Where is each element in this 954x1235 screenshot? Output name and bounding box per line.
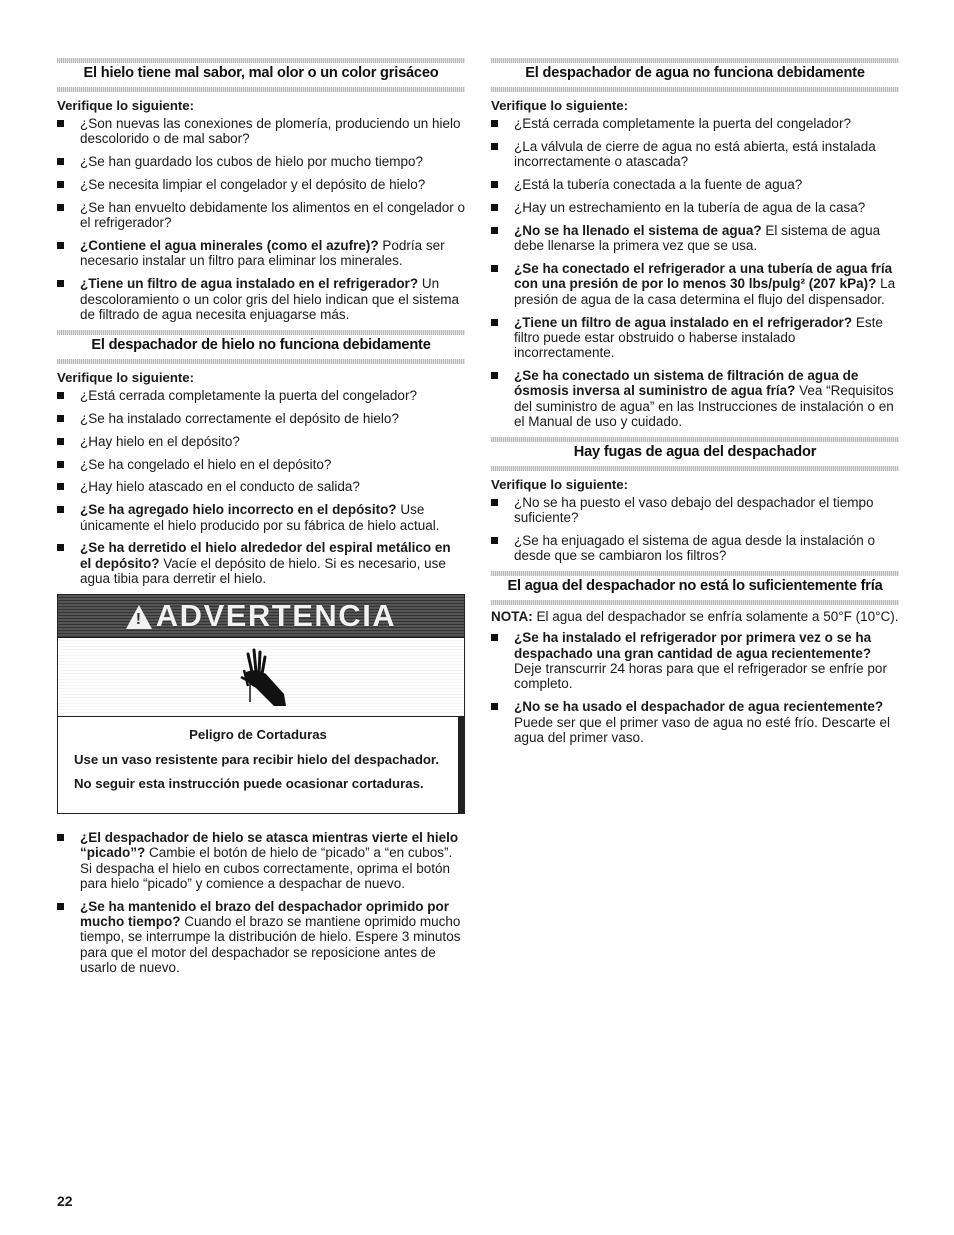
divider bbox=[57, 330, 465, 335]
note-label: NOTA: bbox=[491, 609, 533, 625]
item-bold: ¿Se ha instalado el refrigerador por primera vez o se ha despachado una gran cantidad de agua recientemente? bbox=[514, 630, 872, 661]
item-bold: ¿Se ha conectado un sistema de filtración de agua de ósmosis inversa al suministro de agua fría? bbox=[514, 368, 859, 399]
item-text: ¿Se han envuelto debidamente los alimentos en el congelador o el refrigerador? bbox=[80, 199, 466, 231]
item-bold: ¿No se ha usado el despachador de agua recientemente? bbox=[514, 699, 884, 715]
item-text: Puede ser que el primer vaso de agua no esté frío. Descarte el agua del primer vaso. bbox=[514, 714, 890, 745]
list-item bbox=[491, 200, 899, 215]
list-item bbox=[491, 630, 899, 691]
item-bold: ¿Se ha conectado el refrigerador a una tubería de agua fría con una presión de por lo menos 30 lbs/pulg² (207 kPa)? bbox=[514, 261, 893, 292]
list-item bbox=[491, 177, 899, 192]
section-title: El agua del despachador no está lo suficientemente fría bbox=[507, 578, 883, 595]
item-text: Este filtro puede estar obstruido o haberse instalado incorrectamente. bbox=[514, 314, 883, 361]
item-text: ¿Está cerrada completamente la puerta del congelador? bbox=[80, 387, 417, 403]
list-item bbox=[491, 533, 899, 564]
item-bold: ¿Se ha agregado hielo incorrecto en el depósito? bbox=[80, 502, 397, 518]
list-item bbox=[491, 495, 899, 526]
item-bold: ¿El despachador de hielo se atasca mientras vierte el hielo “picado”? bbox=[80, 829, 459, 861]
verify-label: Verifique lo siguiente: bbox=[491, 476, 629, 492]
verify-label: Verifique lo siguiente: bbox=[491, 98, 629, 113]
warning-text: Use un vaso resistente para recibir hielo del despachador. bbox=[74, 752, 439, 768]
item-text: ¿Se necesita limpiar el congelador y el depósito de hielo? bbox=[80, 177, 426, 193]
warning-symbol: ! bbox=[135, 611, 142, 629]
list-item bbox=[491, 261, 899, 307]
divider bbox=[491, 58, 899, 63]
list-item bbox=[57, 457, 465, 472]
item-text: Use únicamente el hielo producido por su fábrica de hielo actual. bbox=[80, 502, 440, 533]
item-text: ¿Se ha instalado correctamente el depósito de hielo? bbox=[80, 410, 399, 426]
note-text: El agua del despachador se enfría solamente a 50°F (10°C). bbox=[532, 609, 899, 625]
item-text: La presión de agua de la casa determina el flujo del dispensador. bbox=[514, 276, 896, 307]
item-text: Cambie el botón de hielo de “picado” a “en cubos”. Si despacha el hielo en cubos correctamente, oprima el botón para hielo “picado” y comience a despachar de nuevo. bbox=[80, 845, 453, 891]
page-number: 22 bbox=[57, 1193, 73, 1209]
item-list bbox=[491, 116, 899, 429]
item-list bbox=[491, 630, 899, 745]
warning-text: No seguir esta instrucción puede ocasionar cortaduras. bbox=[74, 775, 424, 791]
divider bbox=[491, 466, 899, 471]
list-item bbox=[57, 238, 465, 269]
item-text: ¿Hay un estrechamiento en la tubería de agua de la casa? bbox=[514, 199, 866, 215]
item-list bbox=[57, 388, 465, 587]
item-list bbox=[57, 116, 465, 322]
right-column bbox=[491, 58, 899, 753]
section-title: El despachador de hielo no funciona debidamente bbox=[91, 336, 431, 353]
item-list bbox=[57, 830, 465, 975]
item-text: ¿Se ha congelado el hielo en el depósito? bbox=[80, 456, 332, 472]
item-bold: ¿Se ha derretido el hielo alrededor del espiral metálico en el depósito? bbox=[80, 540, 451, 571]
section-title: El hielo tiene mal sabor, mal olor o un color grisáceo bbox=[83, 65, 439, 81]
item-bold: ¿Se ha mantenido el brazo del despachador oprimido por mucho tiempo? bbox=[80, 898, 450, 930]
warning-body bbox=[58, 717, 464, 813]
item-text: Podría ser necesario instalar un filtro para eliminar los minerales. bbox=[80, 238, 445, 269]
warning-pictogram bbox=[58, 637, 464, 717]
item-text: ¿Se ha enjuagado el sistema de agua desde la instalación o desde que se cambiaron los filtros? bbox=[514, 532, 875, 564]
list-item bbox=[57, 177, 465, 192]
item-text: Cuando el brazo se mantiene oprimido mucho tiempo, se interrumpe la distribución de hielo. Espere 3 minutos para que el motor del despachador se reposicione antes de usarlo de nuevo. bbox=[80, 914, 461, 975]
list-item bbox=[491, 315, 899, 361]
hand-cut-icon bbox=[226, 642, 296, 712]
section-title: Hay fugas de agua del despachador bbox=[573, 443, 817, 460]
note bbox=[491, 609, 899, 624]
left-column bbox=[57, 58, 465, 983]
divider bbox=[57, 58, 465, 63]
list-item bbox=[57, 434, 465, 449]
divider bbox=[491, 437, 899, 442]
list-item bbox=[57, 154, 465, 169]
item-text: El sistema de agua debe llenarse la primera vez que se usa. bbox=[514, 222, 881, 254]
warning-box bbox=[57, 594, 465, 814]
item-text: ¿Hay hielo atascado en el conducto de salida? bbox=[80, 479, 360, 495]
list-item bbox=[491, 116, 899, 131]
list-item bbox=[57, 411, 465, 426]
item-text: Vea “Requisitos del suministro de agua” en las Instrucciones de instalación o en el Manual de uso y cuidado. bbox=[514, 383, 894, 429]
verify-label: Verifique lo siguiente: bbox=[57, 98, 195, 113]
item-bold: ¿Tiene un filtro de agua instalado en el refrigerador? bbox=[80, 276, 419, 292]
list-item bbox=[57, 540, 465, 586]
divider bbox=[491, 600, 899, 605]
list-item bbox=[57, 479, 465, 494]
list-item bbox=[491, 699, 899, 745]
warning-banner bbox=[58, 595, 464, 637]
warning-triangle-icon bbox=[126, 605, 152, 629]
warning-hazard: Peligro de Cortaduras bbox=[189, 727, 327, 743]
section-title: El despachador de agua no funciona debidamente bbox=[525, 65, 865, 81]
item-bold: ¿Tiene un filtro de agua instalado en el refrigerador? bbox=[514, 314, 853, 330]
item-text: ¿Son nuevas las conexiones de plomería, produciendo un hielo descolorido o de mal sabor? bbox=[80, 116, 461, 147]
item-bold: ¿No se ha llenado el sistema de agua? bbox=[514, 222, 762, 238]
item-text: ¿Se han guardado los cubos de hielo por mucho tiempo? bbox=[80, 154, 423, 170]
item-text: ¿La válvula de cierre de agua no está abierta, está instalada incorrectamente o atascada? bbox=[514, 138, 876, 170]
list-item bbox=[57, 388, 465, 403]
verify-label: Verifique lo siguiente: bbox=[57, 369, 195, 385]
list-item bbox=[57, 899, 465, 975]
divider bbox=[57, 359, 465, 364]
list-item bbox=[491, 368, 899, 429]
list-item bbox=[491, 139, 899, 170]
list-item bbox=[491, 223, 899, 254]
warning-title: ADVERTENCIA bbox=[155, 598, 397, 634]
list-item bbox=[57, 502, 465, 533]
divider bbox=[491, 87, 899, 92]
divider bbox=[57, 87, 465, 92]
list-item bbox=[57, 116, 465, 147]
item-text: Un descoloramiento o un color gris del hielo indican que el sistema de filtrado de agua necesita enjuagarse más. bbox=[80, 276, 459, 322]
divider bbox=[491, 571, 899, 576]
item-text: Vacíe el depósito de hielo. Si es necesario, use agua tibia para derretir el hielo. bbox=[80, 555, 446, 587]
list-item bbox=[57, 276, 465, 322]
item-text: ¿Está la tubería conectada a la fuente de agua? bbox=[514, 177, 803, 193]
item-text: ¿Hay hielo en el depósito? bbox=[80, 433, 240, 449]
item-text: Deje transcurrir 24 horas para que el refrigerador se enfríe por completo. bbox=[514, 661, 887, 692]
item-bold: ¿Contiene el agua minerales (como el azufre)? bbox=[80, 238, 379, 254]
item-text: ¿No se ha puesto el vaso debajo del despachador el tiempo suficiente? bbox=[514, 494, 874, 526]
list-item bbox=[57, 200, 465, 231]
item-list bbox=[491, 495, 899, 564]
list-item bbox=[57, 830, 465, 891]
item-text: ¿Está cerrada completamente la puerta del congelador? bbox=[514, 116, 851, 131]
